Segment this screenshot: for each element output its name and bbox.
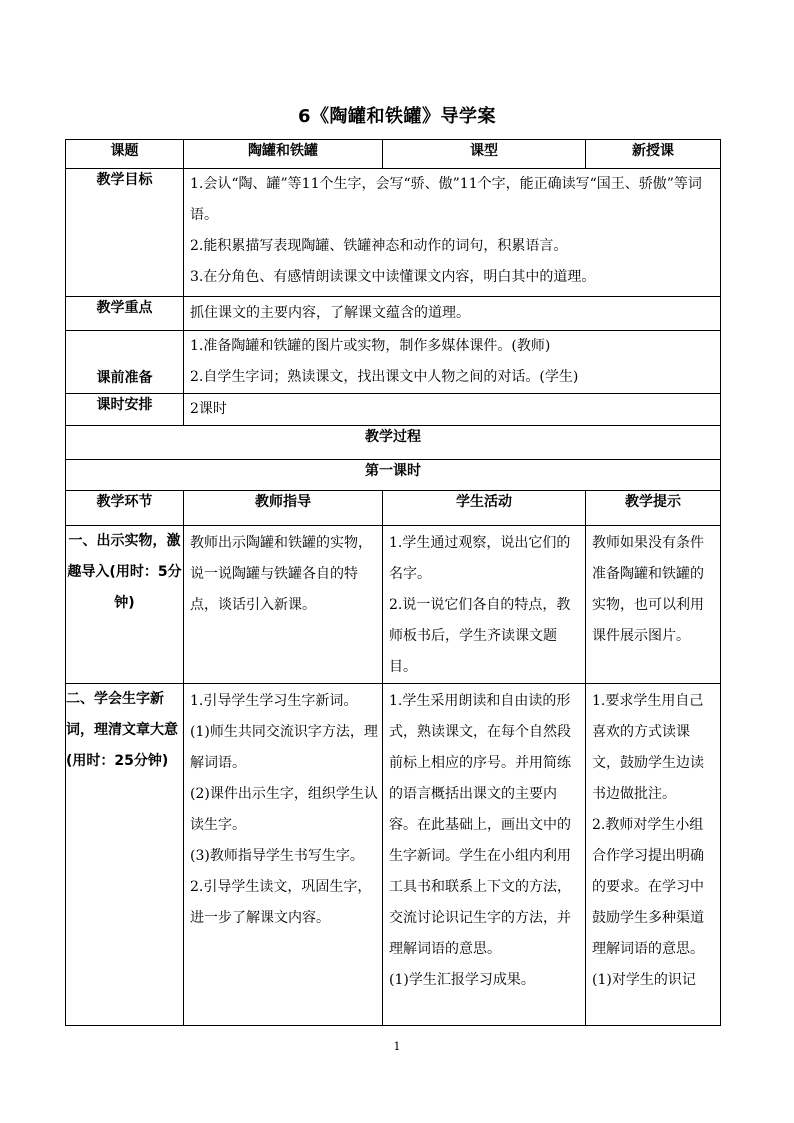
lesson-plan-table: [65, 139, 721, 1026]
type-label: 课型: [383, 140, 586, 169]
type-value: 新授课: [586, 140, 721, 169]
prep-label: 课前准备: [66, 331, 184, 394]
col-tips-header: 教学提示: [586, 491, 721, 526]
goals-cell: [184, 169, 721, 297]
focus-row: [66, 297, 721, 331]
tips-item: 2.教师对学生小组合作学习提出明确的要求。在学习中鼓励学生多种渠道理解词语的意思。: [592, 817, 704, 957]
page-number: 1: [393, 1040, 401, 1053]
topic-label: 课题: [66, 140, 184, 169]
teacher-item: 2.引导学生读文，巩固生字，进一步了解课文内容。: [190, 879, 372, 926]
teacher-item: (1)师生共同交流识字方法，理解词语。: [190, 724, 378, 771]
step-label: 二、学会生字新词，理清文章大意(用时：25分钟): [66, 684, 184, 1026]
goal-item: 3.在分角色、有感情朗读课文中读懂课文内容，明白其中的道理。: [190, 269, 596, 285]
schedule-label: 课时安排: [66, 394, 184, 426]
tips-item: (1)对学生的识记: [592, 972, 696, 988]
process-heading-row: [66, 426, 721, 460]
schedule-row: [66, 394, 721, 426]
prep-item: 2.自学生字词；熟读课文，找出课文中人物之间的对话。(学生): [190, 369, 579, 385]
topic-value: 陶罐和铁罐: [184, 140, 383, 169]
focus-cell: [184, 297, 721, 331]
process-heading: 教学过程: [66, 426, 721, 460]
goal-item: 1.会认“陶、罐”等11个生字，会写“骄、傲”11个字，能正确读写“国王、骄傲”等词语。: [190, 176, 702, 223]
student-item: 1.学生通过观察，说出它们的名字。: [389, 535, 571, 582]
focus-label: 教学重点: [66, 297, 184, 331]
goal-item: 2.能积累描写表现陶罐、铁罐神态和动作的词句，积累语言。: [190, 238, 568, 254]
process-row: [66, 684, 721, 1026]
process-column-headers: [66, 491, 721, 526]
tips-cell: [586, 526, 721, 684]
teacher-item: 教师出示陶罐和铁罐的实物，说一说陶罐与铁罐各自的特点，谈话引入新课。: [190, 535, 372, 613]
teacher-cell: [184, 684, 383, 1026]
tips-cell: [586, 684, 721, 1026]
prep-item: 1.准备陶罐和铁罐的图片或实物，制作多媒体课件。(教师): [190, 338, 551, 354]
goals-label: 教学目标: [66, 169, 184, 297]
teacher-item: (3)教师指导学生书写生字。: [190, 848, 364, 864]
teacher-item: (2)课件出示生字，组织学生认读生字。: [190, 786, 378, 833]
student-item: 2.说一说它们各自的特点，教师板书后，学生齐读课文题目。: [389, 597, 571, 675]
col-teacher-header: 教师指导: [184, 491, 383, 526]
lesson-heading-row: [66, 460, 721, 491]
document-title: 6《陶罐和铁罐》导学案: [297, 106, 497, 127]
student-cell: [383, 526, 586, 684]
topic-row: [66, 140, 721, 169]
process-row: [66, 526, 721, 684]
teacher-cell: [184, 526, 383, 684]
goals-row: [66, 169, 721, 297]
schedule-value: 2课时: [190, 401, 227, 417]
tips-item: 教师如果没有条件准备陶罐和铁罐的实物，也可以利用课件展示图片。: [592, 535, 704, 644]
schedule-cell: [184, 394, 721, 426]
prep-cell: [184, 331, 721, 394]
lesson-heading: 第一课时: [66, 460, 721, 491]
prep-row: [66, 331, 721, 394]
col-student-header: 学生活动: [383, 491, 586, 526]
step-label: 一、出示实物，激趣导入(用时：5分钟): [66, 526, 184, 684]
tips-item: 1.要求学生用自己喜欢的方式读课文，鼓励学生边读书边做批注。: [592, 693, 704, 802]
focus-value: 抓住课文的主要内容，了解课文蕴含的道理。: [190, 305, 470, 321]
teacher-item: 1.引导学生学习生字新词。: [190, 693, 358, 709]
student-cell: [383, 684, 586, 1026]
student-item: (1)学生汇报学习成果。: [389, 972, 535, 988]
col-step-header: 教学环节: [66, 491, 184, 526]
student-item: 1.学生采用朗读和自由读的形式，熟读课文，在每个自然段前标上相应的序号。并用简练的语言概括出课文的主要内容。在此基础上，画出文中的生字新词。学生在小组内利用工具书和联系上下文的方法，交流讨论识记生字的方法，并理解词语的意思。: [389, 693, 571, 957]
